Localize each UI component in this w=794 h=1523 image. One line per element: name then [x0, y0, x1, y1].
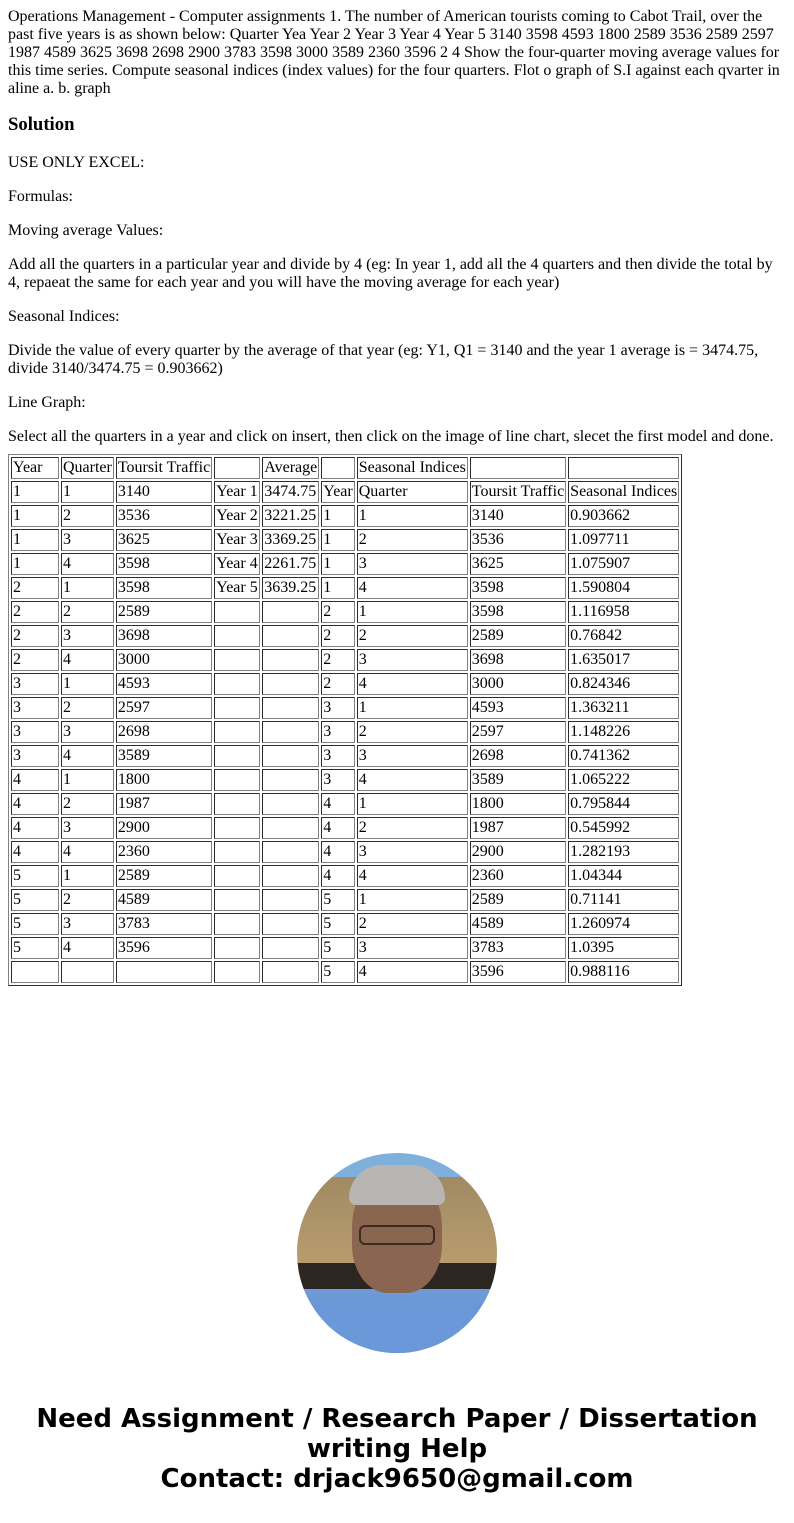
- table-cell: 3: [11, 721, 59, 743]
- table-cell: [214, 625, 260, 647]
- table-cell: 0.824346: [568, 673, 679, 695]
- table-cell: 1800: [470, 793, 566, 815]
- table-cell: 1: [321, 505, 354, 527]
- table-cell: 3140: [116, 481, 212, 503]
- table-cell: 2: [11, 649, 59, 671]
- table-cell: 0.741362: [568, 745, 679, 767]
- table-row: [11, 649, 679, 671]
- table-cell: 3625: [470, 553, 566, 575]
- table-cell: 2597: [470, 721, 566, 743]
- table-cell: 5: [321, 913, 354, 935]
- table-cell: 2: [11, 577, 59, 599]
- table-cell: 3221.25: [262, 505, 319, 527]
- table-cell: Year 2: [214, 505, 260, 527]
- table-cell: 0.545992: [568, 817, 679, 839]
- table-cell: [214, 745, 260, 767]
- table-cell: [214, 601, 260, 623]
- table-cell: 1987: [470, 817, 566, 839]
- table-cell: 3140: [470, 505, 566, 527]
- table-cell: 2360: [116, 841, 212, 863]
- table-cell: [470, 457, 566, 479]
- table-cell: 4: [357, 577, 468, 599]
- table-cell: 1: [61, 865, 114, 887]
- table-cell: 5: [11, 913, 59, 935]
- formulas-label: Formulas:: [8, 188, 73, 205]
- table-cell: 5: [321, 889, 354, 911]
- table-cell: 1.635017: [568, 649, 679, 671]
- table-cell: 2: [357, 817, 468, 839]
- table-cell: 1: [61, 769, 114, 791]
- table-cell: Year 1: [214, 481, 260, 503]
- table-cell: 1: [357, 505, 468, 527]
- table-cell: [262, 793, 319, 815]
- contact-footer: [0, 1404, 794, 1494]
- table-cell: Seasonal Indices: [357, 457, 468, 479]
- table-row: [11, 841, 679, 863]
- table-cell: 4: [321, 793, 354, 815]
- table-cell: 2698: [470, 745, 566, 767]
- table-row: [11, 721, 679, 743]
- table-cell: 2: [321, 625, 354, 647]
- table-cell: 3: [357, 937, 468, 959]
- photo-glasses: [359, 1225, 435, 1245]
- table-cell: 4: [357, 865, 468, 887]
- table-cell: 3596: [470, 961, 566, 983]
- table-cell: 3596: [116, 937, 212, 959]
- table-cell: 3: [321, 721, 354, 743]
- table-row: [11, 817, 679, 839]
- table-cell: 2900: [470, 841, 566, 863]
- table-cell: 3598: [116, 577, 212, 599]
- table-cell: 1: [11, 505, 59, 527]
- table-cell: 3: [357, 841, 468, 863]
- table-cell: 2: [357, 721, 468, 743]
- table-cell: 3000: [470, 673, 566, 695]
- table-cell: 1: [61, 577, 114, 599]
- table-cell: 4593: [470, 697, 566, 719]
- table-cell: 3598: [116, 553, 212, 575]
- table-cell: 4: [61, 745, 114, 767]
- instruction-use-excel: USE ONLY EXCEL:: [8, 154, 145, 171]
- table-cell: [262, 913, 319, 935]
- table-cell: [262, 841, 319, 863]
- table-row: [11, 601, 679, 623]
- table-cell: Year: [11, 457, 59, 479]
- table-cell: 0.76842: [568, 625, 679, 647]
- table-cell: 1: [11, 481, 59, 503]
- table-cell: Quarter: [357, 481, 468, 503]
- table-row: [11, 505, 679, 527]
- table-cell: 3: [321, 697, 354, 719]
- table-cell: 1.04344: [568, 865, 679, 887]
- table-cell: 3: [357, 649, 468, 671]
- table-cell: 5: [321, 937, 354, 959]
- footer-line-2: writing Help: [306, 1434, 488, 1464]
- table-cell: 3598: [470, 577, 566, 599]
- table-cell: 1: [321, 529, 354, 551]
- table-row: [11, 913, 679, 935]
- table-cell: 2900: [116, 817, 212, 839]
- table-cell: 1.148226: [568, 721, 679, 743]
- table-cell: 2: [321, 601, 354, 623]
- table-cell: 1: [61, 481, 114, 503]
- table-cell: 3: [61, 913, 114, 935]
- table-cell: 1.075907: [568, 553, 679, 575]
- table-cell: [214, 865, 260, 887]
- table-cell: 2589: [116, 601, 212, 623]
- moving-average-explanation: Add all the quarters in a particular year and divide by 4 (eg: In year 1, add all the 4 quarters and then divide the total by 4, repaeat the same for each year and you will have the moving average for each year): [8, 256, 773, 291]
- table-row: [11, 937, 679, 959]
- table-cell: 2589: [470, 889, 566, 911]
- table-cell: 2: [357, 913, 468, 935]
- table-cell: 2: [61, 505, 114, 527]
- table-cell: 3783: [470, 937, 566, 959]
- table-cell: 2: [11, 601, 59, 623]
- table-cell: 2698: [116, 721, 212, 743]
- table-row: [11, 793, 679, 815]
- table-cell: [262, 649, 319, 671]
- table-cell: 2261.75: [262, 553, 319, 575]
- table-cell: 2: [321, 673, 354, 695]
- table-cell: 4: [321, 817, 354, 839]
- line-graph-label: Line Graph:: [8, 394, 86, 411]
- footer-line-1: Need Assignment / Research Paper / Dissertation: [36, 1404, 758, 1434]
- table-cell: [262, 721, 319, 743]
- table-cell: 4: [321, 841, 354, 863]
- table-cell: [262, 889, 319, 911]
- table-row: [11, 481, 679, 503]
- table-cell: 4: [11, 817, 59, 839]
- table-cell: 5: [11, 865, 59, 887]
- table-cell: 4: [61, 553, 114, 575]
- table-cell: 3598: [470, 601, 566, 623]
- table-cell: [214, 673, 260, 695]
- table-cell: 1: [321, 577, 354, 599]
- table-cell: 4: [11, 793, 59, 815]
- solution-heading: Solution: [8, 114, 75, 135]
- table-cell: [214, 841, 260, 863]
- moving-average-label: Moving average Values:: [8, 222, 164, 239]
- table-cell: 3: [357, 553, 468, 575]
- table-cell: [262, 865, 319, 887]
- line-graph-explanation: Select all the quarters in a year and click on insert, then click on the image of line chart, slecet the first model and done.: [8, 428, 774, 445]
- table-cell: 3698: [116, 625, 212, 647]
- table-cell: Year: [321, 481, 354, 503]
- table-cell: [262, 601, 319, 623]
- table-cell: 5: [321, 961, 354, 983]
- table-cell: 2589: [116, 865, 212, 887]
- table-row: [11, 529, 679, 551]
- table-cell: 3: [61, 625, 114, 647]
- table-cell: 1.260974: [568, 913, 679, 935]
- table-cell: 2: [61, 697, 114, 719]
- seasonal-indices-explanation: Divide the value of every quarter by the average of that year (eg: Y1, Q1 = 3140 and the year 1 average is = 3474.75, divide 3140/3474.75 = 0.903662): [8, 342, 759, 377]
- table-cell: 2: [61, 793, 114, 815]
- table-cell: 2: [11, 625, 59, 647]
- table-cell: [214, 721, 260, 743]
- table-cell: 1.363211: [568, 697, 679, 719]
- table-cell: 4593: [116, 673, 212, 695]
- footer-contact-email: Contact: drjack9650@gmail.com: [160, 1464, 634, 1494]
- data-table: [8, 454, 682, 986]
- table-cell: 1: [61, 673, 114, 695]
- table-cell: [214, 793, 260, 815]
- table-cell: [262, 625, 319, 647]
- table-cell: [321, 457, 354, 479]
- table-cell: [214, 769, 260, 791]
- question-text: Operations Management - Computer assignments 1. The number of American tourists coming to Cabot Trail, over the past five years is as shown below: Quarter Yea Year 2 Year 3 Year 4 Year 5 3140 3598 4593 1800 2589 3536 2589 2597 1987 4589 3625 3698 2698 2900 3783 3598 3000 3589 2360 3596 2 4 Show the four-quarter moving average values for this time series. Compute seasonal indices (index values) for the four quarters. Flot o graph of S.I against each qvarter in aline a. b. graph: [8, 8, 780, 97]
- table-cell: 3625: [116, 529, 212, 551]
- table-cell: 0.903662: [568, 505, 679, 527]
- table-cell: 1987: [116, 793, 212, 815]
- table-cell: [262, 937, 319, 959]
- table-cell: 3369.25: [262, 529, 319, 551]
- table-cell: 3589: [470, 769, 566, 791]
- photo-hair: [349, 1165, 445, 1205]
- table-cell: 3: [357, 745, 468, 767]
- table-cell: 3: [11, 745, 59, 767]
- photo-shirt: [307, 1298, 487, 1353]
- table-cell: 3: [321, 745, 354, 767]
- table-row: [11, 553, 679, 575]
- table-cell: [262, 673, 319, 695]
- table-cell: 3474.75: [262, 481, 319, 503]
- table-cell: [214, 961, 260, 983]
- table-cell: 2: [61, 601, 114, 623]
- table-cell: 4: [11, 841, 59, 863]
- table-cell: 3: [11, 697, 59, 719]
- table-cell: 4: [61, 937, 114, 959]
- table-cell: 3: [321, 769, 354, 791]
- table-cell: 2589: [470, 625, 566, 647]
- table-cell: Toursit Traffic: [470, 481, 566, 503]
- table-cell: 3783: [116, 913, 212, 935]
- table-row: [11, 625, 679, 647]
- table-cell: 3639.25: [262, 577, 319, 599]
- table-cell: 5: [11, 889, 59, 911]
- table-cell: 1: [357, 601, 468, 623]
- table-row: [11, 457, 679, 479]
- table-cell: 1.282193: [568, 841, 679, 863]
- table-cell: [568, 457, 679, 479]
- table-cell: Year 4: [214, 553, 260, 575]
- table-cell: 2: [357, 529, 468, 551]
- table-cell: Quarter: [61, 457, 114, 479]
- table-cell: [214, 649, 260, 671]
- table-cell: 2: [321, 649, 354, 671]
- table-row: [11, 961, 679, 983]
- table-row: [11, 769, 679, 791]
- table-cell: 3: [11, 673, 59, 695]
- table-cell: [214, 697, 260, 719]
- table-cell: 0.795844: [568, 793, 679, 815]
- table-cell: 4: [357, 673, 468, 695]
- author-photo: [297, 1153, 497, 1353]
- table-cell: 1: [357, 793, 468, 815]
- table-cell: Seasonal Indices: [568, 481, 679, 503]
- table-cell: [262, 817, 319, 839]
- table-cell: 3: [61, 721, 114, 743]
- table-cell: 1: [11, 529, 59, 551]
- table-cell: 4: [357, 769, 468, 791]
- table-cell: [214, 817, 260, 839]
- table-cell: 3536: [116, 505, 212, 527]
- table-cell: 4589: [470, 913, 566, 935]
- table-cell: 3698: [470, 649, 566, 671]
- table-cell: 3000: [116, 649, 212, 671]
- table-cell: 1: [11, 553, 59, 575]
- table-cell: 4: [61, 649, 114, 671]
- table-cell: [262, 745, 319, 767]
- table-cell: [214, 457, 260, 479]
- table-cell: [214, 889, 260, 911]
- table-cell: [262, 769, 319, 791]
- table-cell: [116, 961, 212, 983]
- table-cell: 1.065222: [568, 769, 679, 791]
- table-cell: Average: [262, 457, 319, 479]
- table-cell: 1.0395: [568, 937, 679, 959]
- table-cell: 2: [357, 625, 468, 647]
- table-cell: 2360: [470, 865, 566, 887]
- table-cell: [262, 697, 319, 719]
- table-cell: 4: [357, 961, 468, 983]
- table-cell: [262, 961, 319, 983]
- table-cell: 3: [61, 529, 114, 551]
- table-cell: 1.590804: [568, 577, 679, 599]
- table-cell: 1.116958: [568, 601, 679, 623]
- table-cell: [214, 937, 260, 959]
- table-row: [11, 865, 679, 887]
- table-cell: 4: [11, 769, 59, 791]
- table-cell: [214, 913, 260, 935]
- table-row: [11, 745, 679, 767]
- table-row: [11, 673, 679, 695]
- table-cell: 3: [61, 817, 114, 839]
- table-cell: 1: [357, 697, 468, 719]
- table-cell: 4589: [116, 889, 212, 911]
- table-cell: 3536: [470, 529, 566, 551]
- table-row: [11, 577, 679, 599]
- table-cell: 1: [321, 553, 354, 575]
- table-cell: 4: [61, 841, 114, 863]
- table-body: [11, 457, 679, 983]
- table-cell: Year 5: [214, 577, 260, 599]
- table-row: [11, 697, 679, 719]
- table-cell: Year 3: [214, 529, 260, 551]
- table-cell: 1800: [116, 769, 212, 791]
- seasonal-indices-label: Seasonal Indices:: [8, 308, 120, 325]
- table-cell: 4: [321, 865, 354, 887]
- table-cell: 5: [11, 937, 59, 959]
- table-cell: 2: [61, 889, 114, 911]
- table-cell: 2597: [116, 697, 212, 719]
- table-row: [11, 889, 679, 911]
- table-cell: [61, 961, 114, 983]
- table-cell: 0.988116: [568, 961, 679, 983]
- table-cell: 1: [357, 889, 468, 911]
- table-cell: 3589: [116, 745, 212, 767]
- table-cell: 1.097711: [568, 529, 679, 551]
- table-cell: [11, 961, 59, 983]
- table-cell: 0.71141: [568, 889, 679, 911]
- table-cell: Toursit Traffic: [116, 457, 212, 479]
